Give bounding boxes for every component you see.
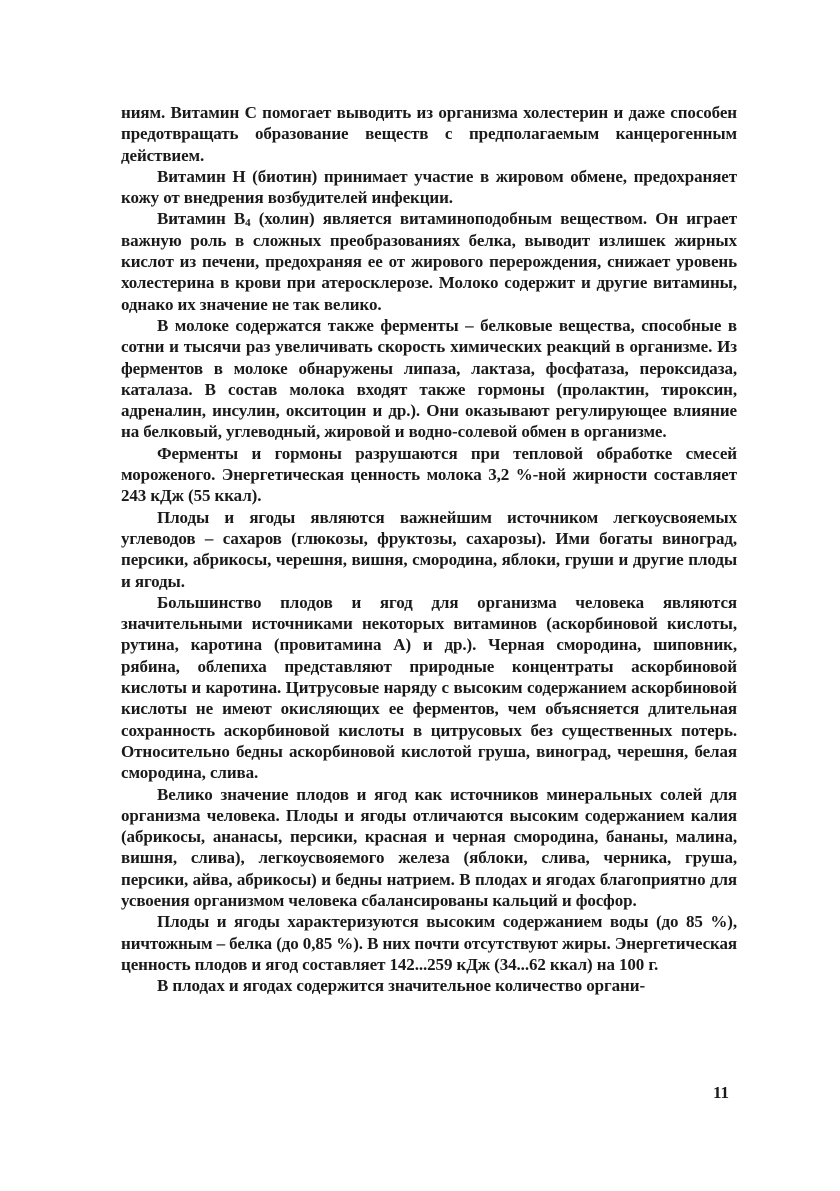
paragraph-4: В молоке содержатся также ферменты – белковые вещества, способные в сотни и тысячи раз увеличивать скорость химических реакций в организме. Из ферментов в молоке обнаружены липаза, лактаза, фосфатаза, пероксидаза, каталаза. В состав молока входят также гормоны (пролактин, тироксин, адреналин, инсулин, окситоцин и др.). Они оказывают регулирующее влияние на белковый, углеводный, жировой и водно-солевой обмен в организме. (121, 315, 737, 442)
page-body (121, 102, 737, 996)
paragraph-8: Велико значение плодов и ягод как источников минеральных солей для организма человека. Плоды и ягоды отличаются высоким содержанием калия (абрикосы, ананасы, персики, красная и черная смородина, бананы, малина, вишня, слива), легкоусвояемого железа (яблоки, слива, черника, груша, персики, айва, абрикосы) и бедны натрием. В плодах и ягодах благоприятно для усвоения организмом человека сбалансированы кальций и фосфор. (121, 784, 737, 910)
paragraph-9: Плоды и ягоды характеризуются высоким содержанием воды (до 85 %), ничтожным – белка (до 0,85 %). В них почти отсутствуют жиры. Энергетическая ценность плодов и ягод составляет 142...259 кДж (34...62 ккал) на 100 г. (121, 912, 737, 974)
vitamin-subscript: 4 (245, 217, 251, 230)
paragraph-2: Витамин Н (биотин) принимает участие в жировом обмене, предохраняет кожу от внедрения возбудителей инфекции. (121, 166, 737, 208)
paragraph-7: Большинство плодов и ягод для организма человека являются значительными источниками некоторых витаминов (аскорбиновой кислоты, рутина, каротина (провитамина А) и др.). Черная смородина, шиповник, рябина, облепиха представляют природные концентраты аскорбиновой кислоты и каротина. Цитрусовые наряду с высоким содержанием аскорбиновой кислоты не имеют окисляющих ее ферментов, чем объясняется длительная сохранность аскорбиновой кислоты в цитрусовых без существенных потерь. Относительно бедны аскорбиновой кислотой груша, виноград, черешня, белая смородина, слива. (121, 592, 737, 783)
paragraph-3-start: Витамин В (157, 209, 246, 229)
paragraph-6: Плоды и ягоды являются важнейшим источником легкоусвояемых углеводов – сахаров (глюкозы, фруктозы, сахарозы). Ими богаты виноград, персики, абрикосы, черешня, вишня, смородина, яблоки, груши и другие плоды и ягоды. (121, 507, 737, 591)
paragraph-1: ниям. Витамин С помогает выводить из организма холестерин и даже способен предотвращать образование веществ с предполагаемым канцерогенным действием. (121, 103, 737, 165)
paragraph-3 (121, 208, 737, 314)
paragraph-10: В плодах и ягодах содержится значительное количество органи- (157, 976, 646, 996)
paragraph-3-rest: (холин) является витаминоподобным веществом. Он играет важную роль в сложных преобразованиях белка, выводит излишек жирных кислот из печени, предохраняя ее от жирового перерождения, снижает уровень холестерина в крови при атеросклерозе. Молоко содержит и другие витамины, однако их значение не так велико. (121, 209, 737, 314)
paragraph-5: Ферменты и гормоны разрушаются при тепловой обработке смесей мороженого. Энергетическая ценность молока 3,2 %-ной жирности составляет 243 кДж (55 ккал). (121, 443, 737, 506)
page-number: 11 (713, 1083, 730, 1102)
